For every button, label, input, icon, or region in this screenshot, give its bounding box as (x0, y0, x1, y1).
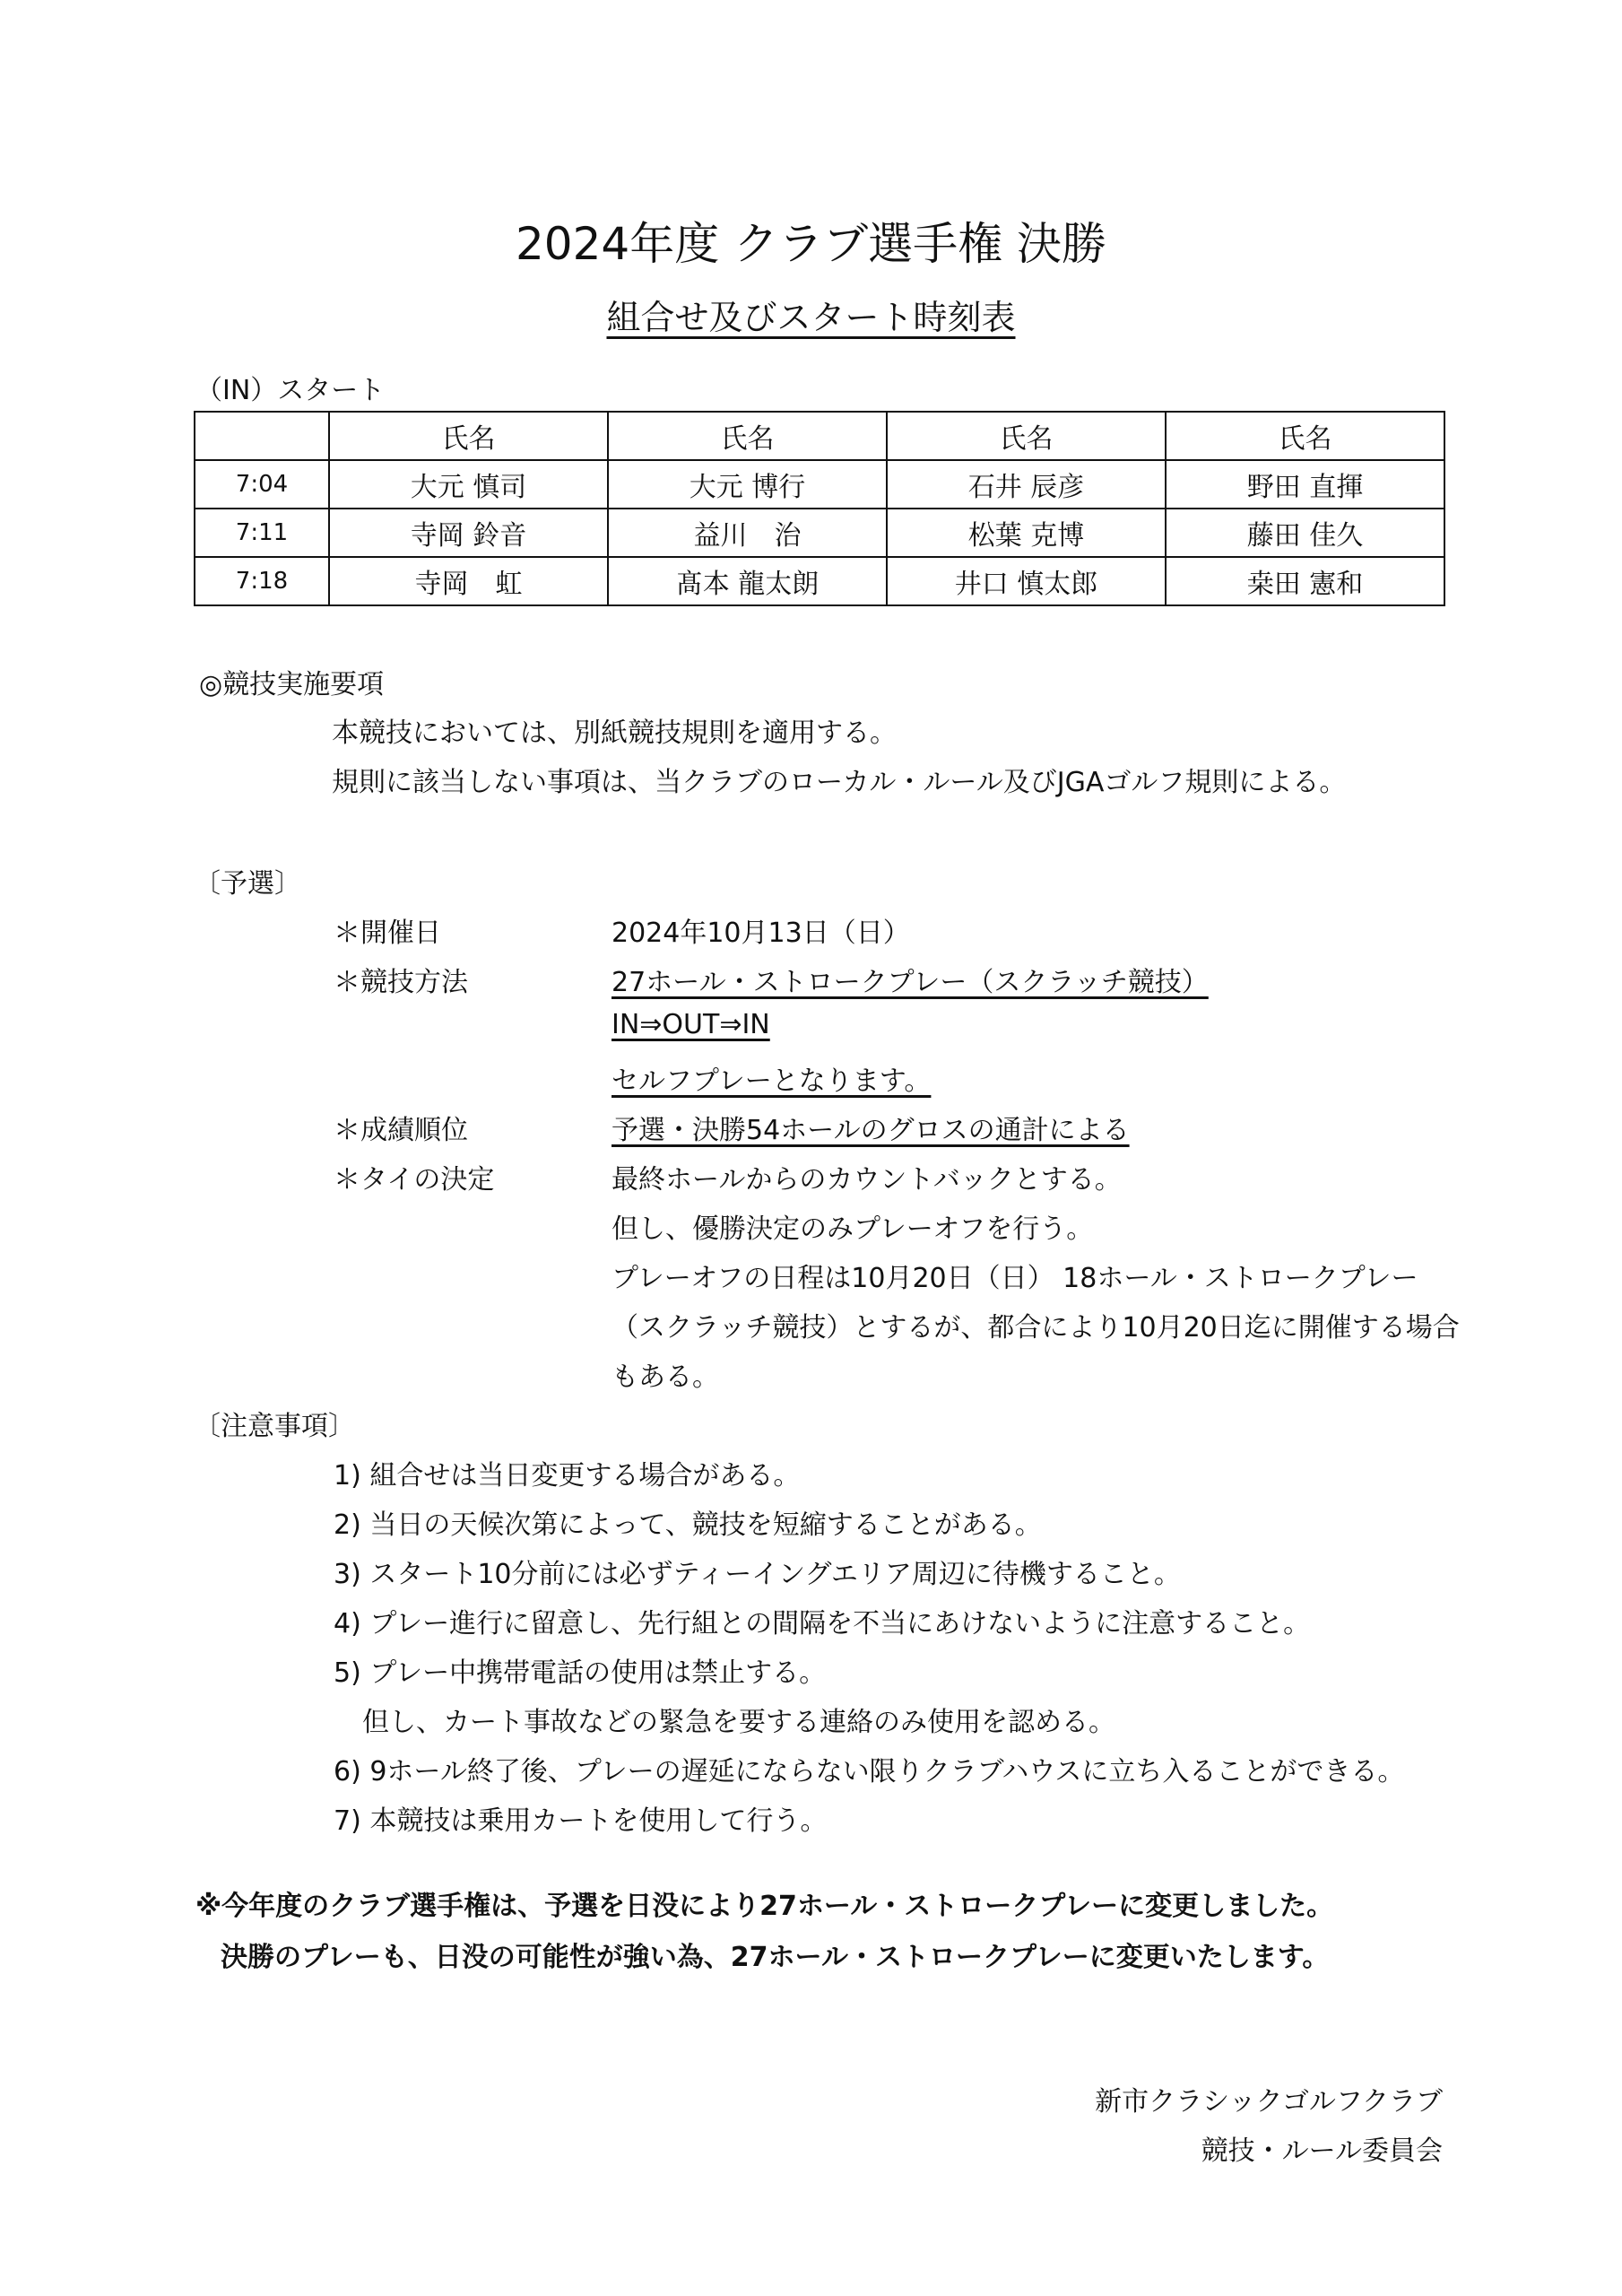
qualifier-item-value: 27ホール・ストロークプレー（スクラッチ競技） (612, 967, 1209, 998)
player-cell: 寺岡 鈴音 (329, 509, 608, 557)
note-line: 2) 当日の天候次第によって、競技を短縮することがある。 (334, 1509, 1042, 1541)
start-label: （IN）スタート (195, 375, 386, 406)
player-cell: 大元 慎司 (329, 460, 608, 509)
note-line: 3) スタート10分前には必ずティーイングエリア周辺に待機すること。 (334, 1559, 1181, 1590)
qualifier-item-value: 最終ホールからのカウントバックとする。 (612, 1164, 1122, 1196)
player-cell: 大元 博行 (608, 460, 887, 509)
player-cell: 髙本 龍太朗 (608, 557, 887, 605)
rules-line: 規則に該当しない事項は、当クラブのローカル・ルール及びJGAゴルフ規則による。 (332, 767, 1347, 798)
page-title: 2024年度 クラブ選手権 決勝 (515, 218, 1107, 270)
qualifier-item-label: ＊開催日 (334, 918, 441, 949)
player-cell: 松葉 克博 (887, 509, 1166, 557)
qualifier-item-value: もある。 (612, 1361, 719, 1393)
player-cell: 益川 治 (608, 509, 887, 557)
qualifier-item-value: IN⇒OUT⇒IN (612, 1009, 770, 1040)
qualifier-item-value: （スクラッチ競技）とするが、都合により10月20日迄に開催する場合 (612, 1312, 1460, 1344)
note-line: 6) 9ホール終了後、プレーの遅延にならない限りクラブハウスに立ち入ることができる。 (334, 1756, 1405, 1787)
player-cell: 野田 直揮 (1166, 460, 1444, 509)
player-cell: 寺岡 虹 (329, 557, 608, 605)
club-name: 新市クラシックゴルフクラブ (1095, 2086, 1443, 2118)
qualifier-item-value: セルフプレーとなります。 (612, 1065, 932, 1097)
note-line: 1) 組合せは当日変更する場合がある。 (334, 1460, 801, 1492)
table-row (195, 557, 1444, 605)
note-line: 4) プレー進行に留意し、先行組との間隔を不当にあけないように注意すること。 (334, 1608, 1311, 1639)
table-header-cell (195, 412, 329, 460)
table-header-row (195, 412, 1444, 460)
player-cell: 石井 辰彦 (887, 460, 1166, 509)
qualifier-item-value: 2024年10月13日（日） (612, 918, 910, 949)
notes-heading: 〔注意事項〕 (194, 1411, 355, 1442)
table-row (195, 460, 1444, 509)
player-cell: 藤田 佳久 (1166, 509, 1444, 557)
player-cell: 桒田 憲和 (1166, 557, 1444, 605)
table-header-cell: 氏名 (608, 412, 887, 460)
subtitle-text: 組合せ及びスタート時刻表 (606, 298, 1016, 337)
note-line: 但し、カート事故などの緊急を要する連絡のみ使用を認める。 (362, 1707, 1115, 1738)
note-line: 5) プレー中携帯電話の使用は禁止する。 (334, 1657, 827, 1689)
note-line: 7) 本競技は乗用カートを使用して行う。 (334, 1805, 828, 1837)
table-header-cell: 氏名 (329, 412, 608, 460)
qualifier-item-label: ＊成績順位 (334, 1115, 468, 1146)
rules-heading: ◎競技実施要項 (199, 669, 385, 700)
qualifier-item-label: ＊タイの決定 (334, 1164, 495, 1196)
announcement-line: ※今年度のクラブ選手権は、予選を日没により27ホール・ストロークプレーに変更しました。 (195, 1891, 1334, 1922)
qualifier-item-value: プレーオフの日程は10月20日（日） 18ホール・ストロークプレー (612, 1263, 1418, 1294)
qualifier-item-value: 予選・決勝54ホールのグロスの通計による (612, 1115, 1130, 1146)
table-header-cell: 氏名 (887, 412, 1166, 460)
start-time-cell: 7:04 (195, 460, 329, 509)
table-row (195, 509, 1444, 557)
qualifier-heading: 〔予選〕 (194, 868, 301, 900)
start-time-cell: 7:11 (195, 509, 329, 557)
start-time-table (194, 411, 1445, 606)
qualifier-item-label: ＊競技方法 (334, 967, 468, 998)
qualifier-item-value: 但し、優勝決定のみプレーオフを行う。 (612, 1213, 1094, 1245)
rules-line: 本競技においては、別紙競技規則を適用する。 (332, 718, 897, 749)
start-time-cell: 7:18 (195, 557, 329, 605)
player-cell: 井口 慎太郎 (887, 557, 1166, 605)
table-header-cell: 氏名 (1166, 412, 1444, 460)
committee-name: 競技・ルール委員会 (1201, 2135, 1443, 2167)
page-subtitle (0, 290, 1622, 339)
announcement-line: 決勝のプレーも、日没の可能性が強い為、27ホール・ストロークプレーに変更いたします。 (221, 1942, 1330, 1973)
